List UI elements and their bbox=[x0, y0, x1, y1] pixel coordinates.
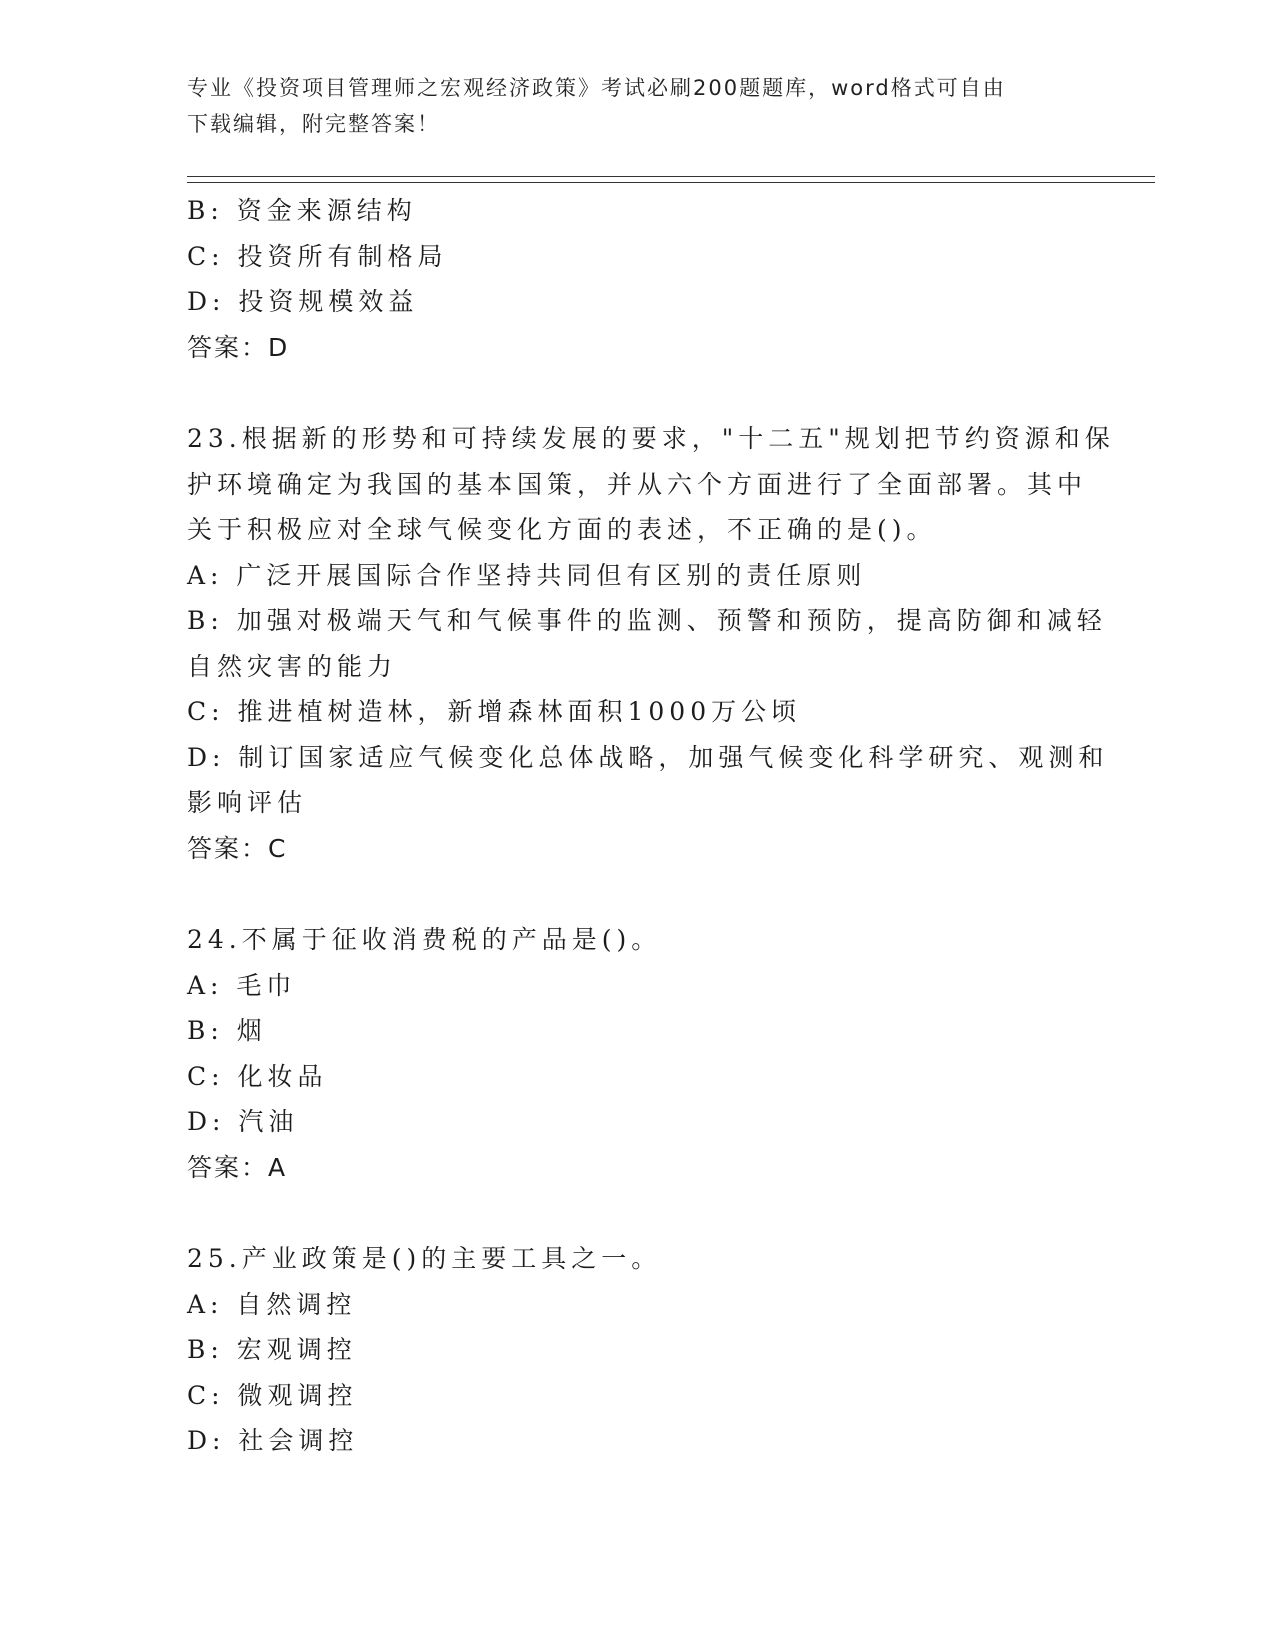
option-c: C: 推进植树造林，新增森林面积1000万公顷 bbox=[187, 697, 802, 726]
option-c: C: 化妆品 bbox=[187, 1061, 328, 1091]
header-line-2: 下载编辑，附完整答案！ bbox=[187, 112, 440, 136]
option-b-continued: 自然灾害的能力 bbox=[187, 651, 398, 681]
header-divider-bottom bbox=[187, 182, 1155, 183]
question-22-continued bbox=[187, 188, 1087, 370]
question-stem-line: 25.产业政策是()的主要工具之一。 bbox=[187, 1244, 662, 1273]
option-b: B: 宏观调控 bbox=[187, 1335, 357, 1364]
option-b: B: 烟 bbox=[187, 1016, 267, 1045]
spacer bbox=[187, 1190, 1087, 1236]
option-d: D: 汽油 bbox=[187, 1107, 299, 1136]
spacer bbox=[187, 871, 1087, 917]
question-stem-line: 24.不属于征收消费税的产品是()。 bbox=[187, 925, 662, 954]
option-a: A: 毛巾 bbox=[187, 970, 297, 1000]
question-25 bbox=[187, 1236, 1087, 1464]
spacer bbox=[187, 370, 1087, 416]
question-list bbox=[187, 188, 1115, 1464]
header-line-1: 专业《投资项目管理师之宏观经济政策》考试必刷200题题库，word格式可自由 bbox=[187, 76, 1006, 100]
answer-line: 答案：A bbox=[187, 1152, 288, 1182]
question-24 bbox=[187, 917, 1087, 1190]
question-stem-line: 护环境确定为我国的基本国策，并从六个方面进行了全面部署。其中 bbox=[187, 469, 1088, 499]
document-header bbox=[187, 70, 1067, 142]
answer-line: 答案：C bbox=[187, 833, 288, 863]
option-b: B: 加强对极端天气和气候事件的监测、预警和预防，提高防御和减轻 bbox=[187, 606, 1107, 635]
option-c: C: 微观调控 bbox=[187, 1380, 358, 1410]
option-d: D: 投资规模效益 bbox=[187, 287, 419, 316]
question-stem-line: 23.根据新的形势和可持续发展的要求，"十二五"规划把节约资源和保 bbox=[187, 424, 1115, 453]
question-23 bbox=[187, 416, 1115, 871]
option-d-continued: 影响评估 bbox=[187, 788, 308, 817]
answer-line: 答案：D bbox=[187, 332, 290, 362]
option-c: C: 投资所有制格局 bbox=[187, 241, 448, 271]
option-d: D: 制订国家适应气候变化总体战略，加强气候变化科学研究、观测和 bbox=[187, 742, 1109, 772]
question-stem-line: 关于积极应对全球气候变化方面的表述，不正确的是()。 bbox=[187, 515, 937, 544]
option-a: A: 广泛开展国际合作坚持共同但有区别的责任原则 bbox=[187, 560, 867, 590]
header-divider-top bbox=[187, 176, 1155, 177]
option-a: A: 自然调控 bbox=[187, 1289, 357, 1319]
option-b: B: 资金来源结构 bbox=[187, 196, 417, 225]
option-d: D: 社会调控 bbox=[187, 1426, 359, 1455]
